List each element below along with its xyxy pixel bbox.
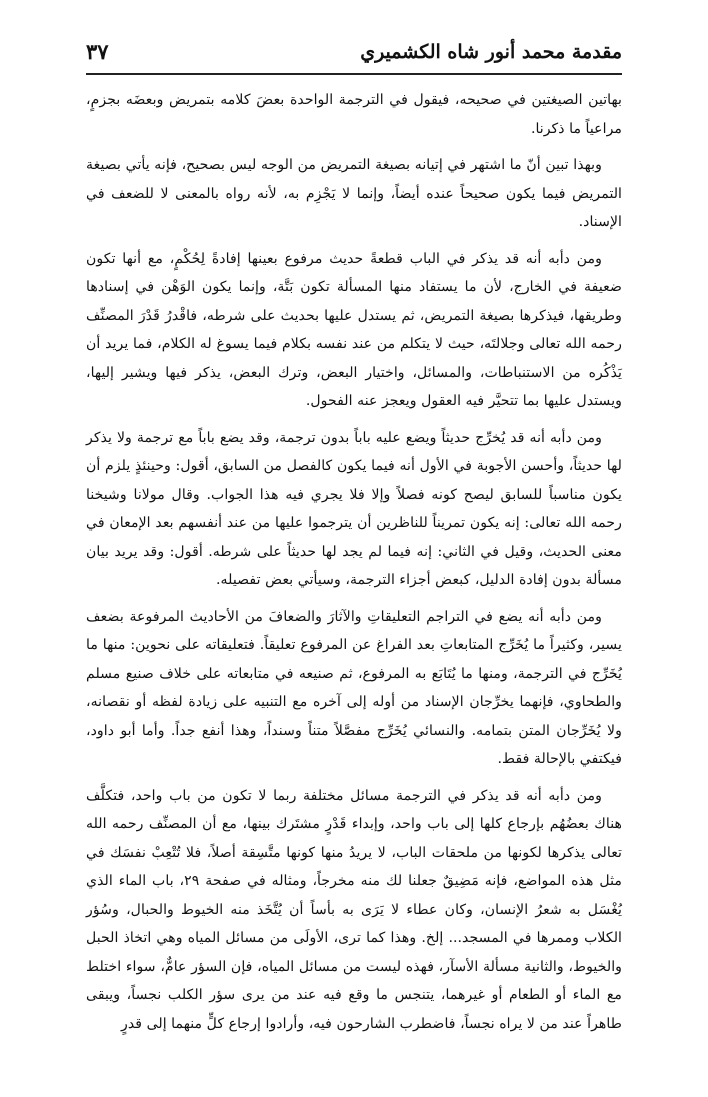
paragraph: ومن دأبه أنه قد يُخرِّج حديثاً ويضع عليه باباً بدون ترجمة، وقد يضع باباً مع ترجمة ولا يذكر لها حديثاً، وأحسن الأجوبة في الأول أنه فيما يكون كالفصل من السابق، أقول: وحينئذٍ يلزم أن يكون مناسباً للسابق ليصح كونه فصلاً وإلا فلا يجري فيه هذا الجواب. وقال مولانا وشيخنا رحمه الله تعالى: إنه يكون تمريناً للناظرين أن يترجموا عليها من عند أنفسهم بعد الإمعان في معنى الحديث، وقيل في الثاني: إنه فيما لم يجد لها حديثاً على شرطه. أقول: وقد يريد بيان مسألة بدون إفادة الدليل، كبعض أجزاء الترجمة، وسيأتي بعض تفصيله. [86, 429, 622, 588]
page-header [86, 32, 622, 72]
paragraph: ومن دأبه أنه قد يذكر في الباب قطعةً حديث مرفوع بعينها إفادةً لِحُكْمٍ، مع أنها تكون ضعيفة في الخارج، لأن ما يستفاد منها المسألة تكون بَتَّة، وإنما يكون الوَهْن في إسنادها وطريقها، فيذكرها بصيغة التمريض، ثم يستدل عليها بحديث على شرطه، فاقْدرُ قَدْرَ المصنِّف رحمه الله تعالى وجلالتَه، حيث لا يتكلم من عند نفسه بكلام فيما يسوغ له الكلام، فما يريد أن يَذْكُره من الاستنباطات، والمسائل، واختيار البعض، وترك البعض، يذكر فيها ويشير إليها، ويستدل عليها بما تتحيَّر فيه العقول ويعجز عنه الفحول. [86, 250, 622, 409]
paragraph: وبهذا تبين أنّ ما اشتهر في إتيانه بصيغة التمريض من الوجه ليس بصحيح، فإنه يأتي بصيغة التمريض فيما يكون صحيحاً عنده أيضاً، وإنما لا يَجْزِم به، لأنه رواه بالمعنى لا للضعف في الإسناد. [86, 157, 622, 230]
running-title: مقدمة محمد أنور شاه الكشميري [360, 41, 622, 63]
page-number: ٣٧ [86, 39, 109, 64]
paragraph: ومن دأبه أنه يضع في التراجم التعليقاتِ والآثارَ والضعافَ من الأحاديث المرفوعة بضعف يسير، وكثيراً ما يُخَرِّج المتابعاتِ بعد الفراغ عن المرفوع تعليقاً. فتعليقاته على نحوين: منها ما يُخَرِّج في الترجمة، ومنها ما يُتَابَع به المرفوع، ثم صنيعه في متابعاته على خلاف صنيع مسلم والطحاوي، فإنهما يخرِّجان الإسناد من أوله إلى آخره مع التنبيه على زيادة لفظه أو نقصانه، ولا يُخَرِّجان المتن بتمامه. والنسائي يُخَرِّج مفصَّلاً متناً وسنداً، وهذا أنفع جداً. وأما أبو داود، فيكتفي بالإحالة فقط. [86, 608, 622, 767]
body-text [86, 86, 622, 1046]
paragraph: بهاتين الصيغتين في صحيحه، فيقول في الترجمة الواحدة بعضَ كلامه بتمريض وبعضَه بجزمٍ، مراعياً ما ذكرنا. [86, 92, 622, 137]
header-divider [86, 73, 622, 75]
paragraph: ومن دأبه أنه قد يذكر في الترجمة مسائل مختلفة ربما لا تكون من باب واحد، فتكلَّف هناك بعضُهُم بإرجاع كلها إلى باب واحد، وإبداء قَدْرٍ مشتَرك بينها، مع أن المصنِّف رحمه الله تعالى يذكرها لكونها من ملحقات الباب، لا يريدُ منها كونها متَّسِقة أصلاً، فلا تُتْعِبْ نفسَك في مثل هذه المواضع، فإنه مَضِيقٌ جعلنا لك منه مخرجاً، ومثاله في صفحة ٢٩، باب الماء الذي يُغْسَل به شعرُ الإنسان، وكان عطاء لا يَرَى به بأساً أن يُتَّخَذ منه الخيوط والحبال، وسُؤر الكلاب وممرها في المسجد... إلخ. وهذا كما ترى، الأولَى من مسائل المياه وهي اتخاذ الحبل والخيوط، والثانية مسألة الأسآر، فهذه ليست من مسائل المياه، فإن السؤر عامٌّ، سواء اختلط مع الماء أو الطعام أو غيرهما، يتنجس ما وقع فيه عند من يرى سؤر الكلب نجساً، ويبقى طاهراً عند من لا يراه نجساً، فاضطرب الشارحون فيه، وأرادوا إرجاع كلٍّ منهما إلى قدرٍ [86, 787, 623, 1032]
